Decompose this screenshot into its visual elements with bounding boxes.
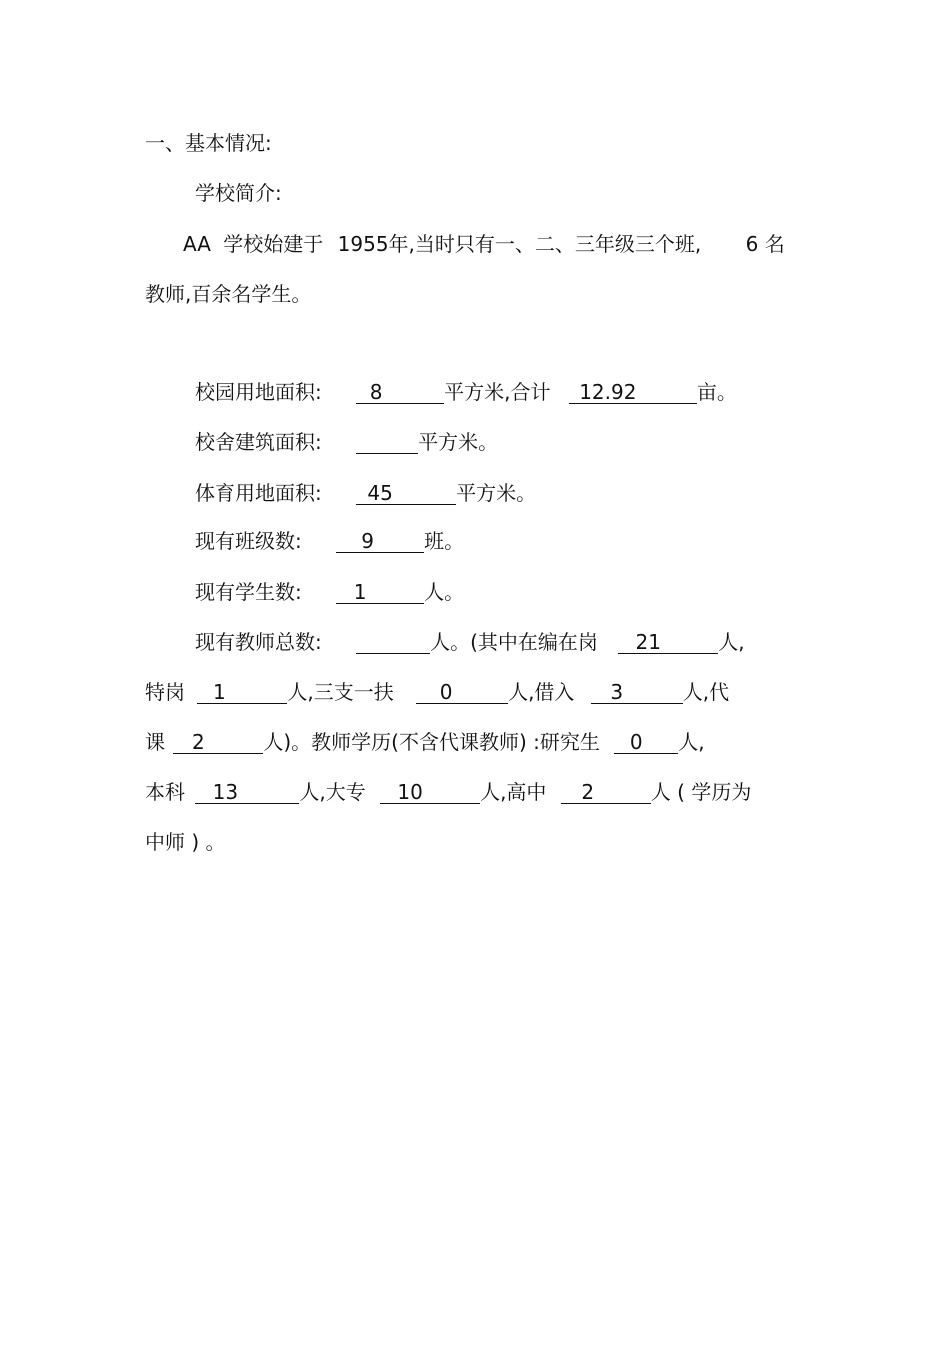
- borrow-unit: 人,代: [682, 680, 730, 704]
- classes-label: 现有班级数:: [195, 529, 302, 553]
- students-row: [195, 579, 464, 605]
- students-label: 现有学生数:: [195, 580, 302, 604]
- college-unit: 人,高中: [480, 780, 547, 804]
- campus-area-unit: 平方米,合计: [444, 380, 551, 404]
- students-unit: 人。: [424, 580, 465, 604]
- classes-field: [336, 530, 424, 553]
- onpost-value: 21: [635, 630, 661, 654]
- substitute-field: [173, 731, 263, 754]
- heading-text: 一、基本情况:: [145, 131, 272, 155]
- building-area-label: 校舍建筑面积:: [195, 430, 322, 454]
- substitute-label: 课: [145, 730, 165, 754]
- students-value: 1: [353, 580, 367, 604]
- campus-mu-unit: 亩。: [696, 380, 737, 404]
- special-value: 1: [212, 680, 226, 704]
- bachelor-value: 13: [212, 780, 239, 804]
- sports-area-field: [356, 482, 456, 505]
- classes-row: [195, 528, 464, 554]
- special-unit: 人,三支一扶: [287, 680, 394, 704]
- teachers-total-field: [356, 631, 430, 654]
- highschool-value: 2: [581, 780, 595, 804]
- sports-area-label: 体育用地面积:: [195, 481, 322, 505]
- intro-paragraph-line-2: [145, 281, 311, 307]
- teachers-row-4: [145, 779, 751, 805]
- graduate-unit: 人,: [678, 730, 705, 754]
- building-area-row: [195, 429, 498, 455]
- special-label: 特岗: [145, 680, 185, 704]
- intro-line2-text: 教师,百余名学生。: [145, 282, 312, 306]
- sports-area-unit: 平方米。: [456, 481, 537, 505]
- intro-title: [195, 180, 282, 206]
- teachers-end-text: 中师 ) 。: [145, 830, 226, 854]
- bachelor-label: 本科: [145, 780, 185, 804]
- substitute-unit: 人)。教师学历(不含代课教师) :研究生: [263, 730, 600, 754]
- onpost-field: [618, 631, 718, 654]
- school-name: AA: [183, 232, 211, 256]
- college-value: 10: [397, 780, 423, 804]
- founded-rest: 年,当时只有一、二、三年级三个班,: [388, 232, 702, 256]
- special-field: [197, 681, 287, 704]
- teachers-row-5: [145, 829, 226, 855]
- sanzhi-field: [416, 681, 508, 704]
- sports-area-row: [195, 480, 536, 506]
- campus-area-value: 8: [369, 380, 383, 404]
- teachers-total-unit: 人。(其中在编在岗: [430, 630, 598, 654]
- intro-title-text: 学校简介:: [195, 181, 282, 205]
- campus-area-field: [356, 381, 444, 404]
- borrow-field: [591, 681, 683, 704]
- section-heading: [145, 130, 272, 156]
- campus-area-label: 校园用地面积:: [195, 380, 322, 404]
- highschool-unit: 人 ( 学历为: [650, 780, 752, 804]
- campus-mu-field: [569, 381, 697, 404]
- borrow-value: 3: [610, 680, 624, 704]
- graduate-field: [614, 731, 678, 754]
- classes-unit: 班。: [424, 529, 465, 553]
- onpost-unit: 人,: [718, 630, 745, 654]
- teachers-row-2: [145, 679, 729, 705]
- students-field: [336, 581, 424, 604]
- classes-value: 9: [361, 529, 374, 553]
- campus-mu-value: 12.92: [579, 380, 637, 404]
- sanzhi-unit: 人,借入: [508, 680, 575, 704]
- teacher-count-initial: 6: [745, 232, 759, 256]
- campus-area-row: [195, 379, 737, 405]
- founded-text: 学校始建于: [223, 232, 324, 256]
- sanzhi-value: 0: [439, 680, 453, 704]
- building-area-unit: 平方米。: [418, 430, 499, 454]
- graduate-value: 0: [629, 730, 643, 754]
- substitute-value: 2: [191, 730, 205, 754]
- ming-char: 名: [764, 232, 785, 256]
- sports-area-value: 45: [367, 481, 393, 505]
- teachers-row-3: [145, 729, 705, 755]
- teachers-row-1: [195, 629, 745, 655]
- founded-year: 1955: [337, 232, 389, 256]
- highschool-field: [561, 781, 651, 804]
- bachelor-unit: 人,大专: [299, 780, 366, 804]
- teachers-label: 现有教师总数:: [195, 630, 322, 654]
- college-field: [380, 781, 480, 804]
- intro-paragraph-line-1: [183, 231, 785, 257]
- bachelor-field: [195, 781, 299, 804]
- building-area-field: [356, 431, 418, 454]
